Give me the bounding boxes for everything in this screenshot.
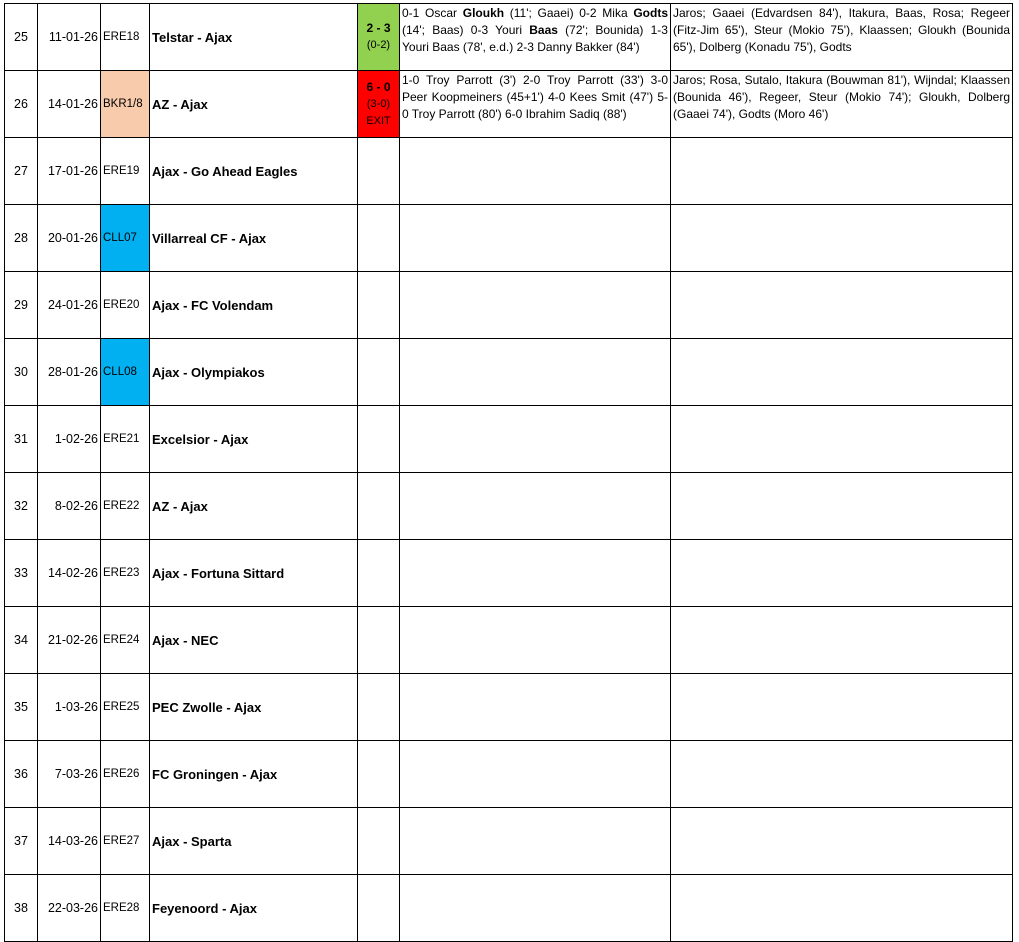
final-score: 6 - 0: [366, 79, 391, 94]
fixture-row: [5, 875, 1013, 942]
final-score: 2 - 3: [366, 21, 391, 35]
match-result: [358, 540, 400, 607]
lineup: [671, 540, 1013, 607]
goal-scorers: [400, 607, 671, 674]
lineup: [671, 138, 1013, 205]
match-number: 28: [5, 205, 38, 272]
fixture-row: [5, 741, 1013, 808]
goal-text: (72'; Bounida) 1-3 Youri Baas (78', e.d.) 2-3 Danny Bakker (84'): [402, 23, 668, 54]
goal-text: (11'; Gaaei) 0-2 Mika: [504, 6, 634, 20]
competition-code: ERE22: [101, 473, 150, 540]
match-result: [358, 808, 400, 875]
fixtures-body: [5, 4, 1013, 942]
fixture-row: [5, 473, 1013, 540]
match-result: [358, 4, 400, 71]
goal-text: (14'; Baas) 0-3 Youri: [402, 23, 530, 37]
match-number: 36: [5, 741, 38, 808]
match-teams: Excelsior - Ajax: [150, 406, 358, 473]
match-date: 14-01-26: [38, 71, 101, 138]
competition-code: ERE19: [101, 138, 150, 205]
half-time-score: (3-0): [366, 97, 391, 110]
competition-code: ERE23: [101, 540, 150, 607]
goal-text: 1-0 Troy Parrott (3') 2-0 Troy Parrott (33') 3-0 Peer Koopmeiners (45+1') 4-0 Kees Smit (47') 5-0 Troy Parrott (80') 6-0 Ibrahim Sadiq (88'): [402, 73, 668, 121]
goal-text: Gloukh: [462, 6, 505, 20]
match-date: 11-01-26: [38, 4, 101, 71]
match-teams: Feyenoord - Ajax: [150, 875, 358, 942]
match-number: 30: [5, 339, 38, 406]
fixture-row: [5, 406, 1013, 473]
match-date: 14-03-26: [38, 808, 101, 875]
match-date: 1-02-26: [38, 406, 101, 473]
lineup: [671, 406, 1013, 473]
competition-code: CLL08: [101, 339, 150, 406]
competition-code: ERE20: [101, 272, 150, 339]
competition-code: ERE26: [101, 741, 150, 808]
match-result: [358, 473, 400, 540]
match-number: 29: [5, 272, 38, 339]
goal-scorers: [400, 4, 671, 71]
lineup: Jaros; Gaaei (Edvardsen 84'), Itakura, Baas, Rosa; Regeer (Fitz-Jim 65'), Steur (Mokio 75'), Klaassen; Gloukh (Bounida 65'), Dolberg (Konadu 75'), Godts: [671, 4, 1013, 71]
match-date: 20-01-26: [38, 205, 101, 272]
match-date: 22-03-26: [38, 875, 101, 942]
match-date: 28-01-26: [38, 339, 101, 406]
fixture-row: [5, 4, 1013, 71]
match-number: 25: [5, 4, 38, 71]
match-date: 7-03-26: [38, 741, 101, 808]
competition-code: BKR1/8: [101, 71, 150, 138]
lineup: [671, 741, 1013, 808]
fixture-row: [5, 808, 1013, 875]
match-number: 32: [5, 473, 38, 540]
fixture-row: [5, 607, 1013, 674]
fixture-row: [5, 339, 1013, 406]
match-teams: Ajax - Fortuna Sittard: [150, 540, 358, 607]
competition-code: ERE28: [101, 875, 150, 942]
match-number: 33: [5, 540, 38, 607]
match-result: [358, 607, 400, 674]
match-result: [358, 674, 400, 741]
goal-text: 0-1 Oscar: [402, 6, 463, 20]
match-number: 34: [5, 607, 38, 674]
lineup: [671, 205, 1013, 272]
goal-text: Godts: [633, 6, 668, 20]
goal-scorers: [400, 674, 671, 741]
match-date: 8-02-26: [38, 473, 101, 540]
lineup: [671, 607, 1013, 674]
match-number: 31: [5, 406, 38, 473]
match-teams: Telstar - Ajax: [150, 4, 358, 71]
lineup: [671, 473, 1013, 540]
match-teams: Ajax - Olympiakos: [150, 339, 358, 406]
goal-scorers: [400, 71, 671, 138]
match-date: 1-03-26: [38, 674, 101, 741]
match-result: [358, 272, 400, 339]
exit-label: EXIT: [366, 114, 391, 127]
half-time-score: (0-2): [366, 39, 391, 51]
fixture-row: [5, 71, 1013, 138]
fixture-row: [5, 272, 1013, 339]
match-date: 14-02-26: [38, 540, 101, 607]
lineup: [671, 875, 1013, 942]
match-result: [358, 205, 400, 272]
fixture-row: [5, 674, 1013, 741]
match-result: [358, 741, 400, 808]
match-number: 38: [5, 875, 38, 942]
competition-code: ERE18: [101, 4, 150, 71]
match-number: 27: [5, 138, 38, 205]
match-teams: AZ - Ajax: [150, 473, 358, 540]
goal-scorers: [400, 138, 671, 205]
lineup: [671, 272, 1013, 339]
match-teams: PEC Zwolle - Ajax: [150, 674, 358, 741]
goal-scorers: [400, 741, 671, 808]
match-teams: Villarreal CF - Ajax: [150, 205, 358, 272]
goal-scorers: [400, 339, 671, 406]
match-result: [358, 71, 400, 138]
match-number: 35: [5, 674, 38, 741]
goal-scorers: [400, 808, 671, 875]
fixture-row: [5, 540, 1013, 607]
competition-code: ERE27: [101, 808, 150, 875]
goal-scorers: [400, 875, 671, 942]
goal-scorers: [400, 406, 671, 473]
match-teams: FC Groningen - Ajax: [150, 741, 358, 808]
competition-code: ERE25: [101, 674, 150, 741]
match-date: 21-02-26: [38, 607, 101, 674]
match-teams: Ajax - Sparta: [150, 808, 358, 875]
fixtures-table: [4, 3, 1013, 942]
match-teams: AZ - Ajax: [150, 71, 358, 138]
match-teams: Ajax - NEC: [150, 607, 358, 674]
competition-code: CLL07: [101, 205, 150, 272]
fixture-row: [5, 205, 1013, 272]
goal-scorers: [400, 272, 671, 339]
competition-code: ERE24: [101, 607, 150, 674]
match-date: 24-01-26: [38, 272, 101, 339]
match-number: 26: [5, 71, 38, 138]
goal-scorers: [400, 540, 671, 607]
match-teams: Ajax - FC Volendam: [150, 272, 358, 339]
match-number: 37: [5, 808, 38, 875]
match-date: 17-01-26: [38, 138, 101, 205]
goal-scorers: [400, 473, 671, 540]
lineup: Jaros; Rosa, Sutalo, Itakura (Bouwman 81'), Wijndal; Klaassen (Bounida 46'), Regeer, Steur (Mokio 74'); Gloukh, Dolberg (Gaaei 74'), Godts (Moro 46'): [671, 71, 1013, 138]
match-teams: Ajax - Go Ahead Eagles: [150, 138, 358, 205]
fixture-row: [5, 138, 1013, 205]
lineup: [671, 339, 1013, 406]
competition-code: ERE21: [101, 406, 150, 473]
lineup: [671, 808, 1013, 875]
match-result: [358, 875, 400, 942]
goal-scorers: [400, 205, 671, 272]
match-result: [358, 339, 400, 406]
match-result: [358, 406, 400, 473]
goal-text: Baas: [529, 23, 558, 37]
match-result: [358, 138, 400, 205]
lineup: [671, 674, 1013, 741]
